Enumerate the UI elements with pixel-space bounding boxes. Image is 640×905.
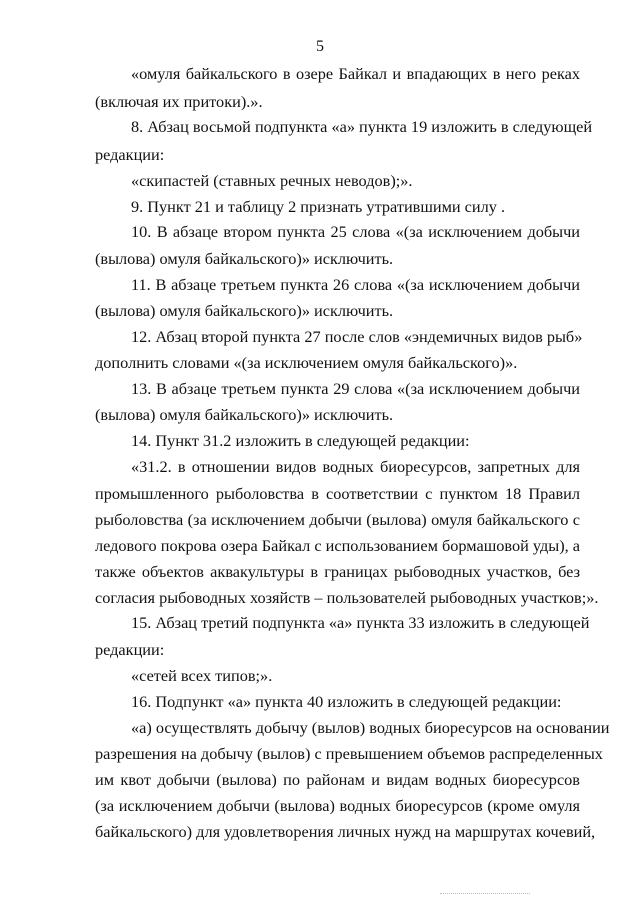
text-line: «сетей всех типов;». <box>131 666 273 685</box>
text-line: (за исключением добычи (вылова) водных биоресурсов (кроме омуля <box>95 796 580 815</box>
text-line: 11. В абзаце третьем пункта 26 слова «(за исключением добычи <box>131 275 580 294</box>
text-line: «скипастей (ставных речных неводов);». <box>131 171 413 190</box>
text-line: 13. В абзаце третьем пункта 29 слова «(за исключением добычи <box>131 379 580 398</box>
page-number: 5 <box>316 38 324 55</box>
text-line: также объектов аквакультуры в границах рыбоводных участков, без <box>95 562 580 581</box>
text-line: 12. Абзац второй пункта 27 после слов «эндемичных видов рыб» <box>131 327 583 346</box>
text-line: 9. Пункт 21 и таблицу 2 признать утратившими силу . <box>131 197 506 216</box>
text-line: редакции: <box>95 145 165 164</box>
text-line: дополнить словами «(за исключением омуля байкальского)». <box>95 353 518 372</box>
text-line: ледового покрова озера Байкал с использованием бормашовой уды), а <box>95 536 580 555</box>
text-line: байкальского) для удовлетворения личных нужд на маршрутах кочевий, <box>95 822 596 841</box>
text-line: 10. В абзаце втором пункта 25 слова «(за исключением добычи <box>131 222 580 241</box>
scan-artifact <box>440 893 530 896</box>
text-line: редакции: <box>95 640 165 659</box>
text-line: «омуля байкальского в озере Байкал и впадающих в него реках <box>131 64 580 83</box>
text-line: 8. Абзац восьмой подпункта «а» пункта 19 изложить в следующей <box>131 117 593 136</box>
text-line: «а) осуществлять добычу (вылов) водных биоресурсов на основании <box>131 718 610 737</box>
text-line: (вылова) омуля байкальского)» исключить. <box>95 405 394 424</box>
text-line: (включая их притоки).». <box>95 92 263 111</box>
text-line: рыболовства (за исключением добычи (вылова) омуля байкальского с <box>95 510 580 529</box>
text-line: (вылова) омуля байкальского)» исключить. <box>95 301 394 320</box>
text-line: 14. Пункт 31.2 изложить в следующей редакции: <box>131 431 470 450</box>
text-line: (вылова) омуля байкальского)» исключить. <box>95 249 394 268</box>
text-line: «31.2. в отношении видов водных биоресурсов, запретных для <box>131 457 580 476</box>
text-line: 16. Подпункт «а» пункта 40 изложить в следующей редакции: <box>131 692 562 711</box>
text-line: разрешения на добычу (вылов) с превышением объемов распределенных <box>95 744 603 763</box>
text-line: им квот добычи (вылова) по районам и видам водных биоресурсов <box>95 770 580 789</box>
text-line: промышленного рыболовства в соответствии с пунктом 18 Правил <box>95 484 580 503</box>
text-line: согласия рыбоводных хозяйств – пользователей рыбоводных участков;». <box>95 588 599 607</box>
text-line: 15. Абзац третий подпункта «а» пункта 33 изложить в следующей <box>131 613 590 632</box>
